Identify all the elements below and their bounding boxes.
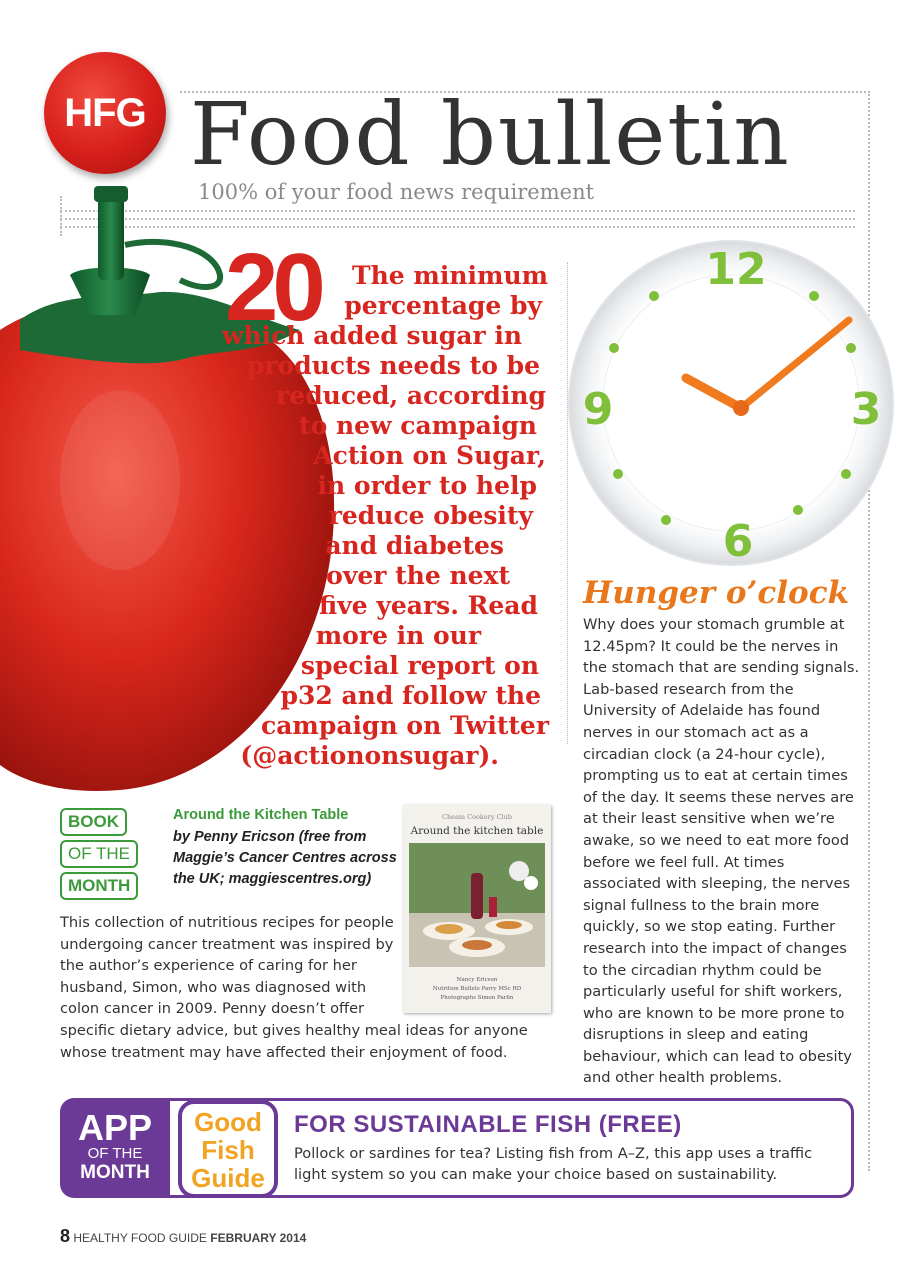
book-review-body-continued: specific dietary advice, but gives healthy meal ideas for anyone whose treatment may have affected their enjoyment of food.	[60, 1022, 528, 1061]
app-icon-text: Guide	[191, 1163, 265, 1193]
stat-line: (@actiononsugar).	[240, 741, 499, 770]
stat-line: reduced, according	[276, 381, 546, 410]
hunger-article-body: Why does your stomach grumble at 12.45pm? It could be the nerves in the stomach that are sending signals. Lab-based research from the University of Adelaide has found nerves in our stomach act as a circadian clock (a 24-hour cycle), prompting us to eat at certain times of the day. It seems these nerves are at their least sensitive when we’re awake, so we need to eat more food before we feel full. At times associated with sleeping, the nerves signal fullness to the brain more quickly, so we stop eating. Further research into the impact of changes to the circadian rhythm could be particularly useful for shift workers, who are known to be more prone to disruptions in sleep and eating behaviour, which can lead to obesity and other health problems.	[583, 616, 860, 1087]
book-of-the-month-badge	[60, 808, 164, 904]
cover-credit: Nutrition Bullets Parry MSc RD	[432, 986, 522, 992]
badge-label: APP	[77, 1107, 153, 1148]
good-fish-guide-app-icon	[178, 1100, 278, 1198]
stat-number: 20	[225, 234, 320, 341]
app-icon-text: Fish	[201, 1135, 255, 1165]
stat-line: over the next	[326, 561, 510, 590]
app-of-the-month-badge	[60, 1098, 170, 1198]
issue-date: FEBRUARY 2014	[210, 1231, 307, 1245]
page-footer	[60, 1226, 306, 1247]
badge-label: MONTH	[80, 1162, 150, 1183]
cover-photo	[409, 843, 545, 967]
clock-number: 9	[582, 384, 614, 435]
stat-line: five years. Read	[319, 591, 538, 620]
badge-label: OF THE	[60, 840, 138, 868]
book-title: Around the Kitchen Table	[173, 807, 349, 823]
stat-line: and diabetes	[325, 531, 504, 560]
cover-credit: Nancy Ericson	[456, 977, 498, 983]
book-review-body: This collection of nutritious recipes for people undergoing cancer treatment was inspired by the author’s experience of caring for her husband, Simon, who was diagnosed with colon cancer in 2009. Penny doesn’t offer	[60, 914, 394, 1018]
stat-line: to new campaign	[299, 411, 537, 440]
page-subtitle: 100% of your food news requirement	[198, 180, 595, 204]
app-headline: FOR SUSTAINABLE FISH (FREE)	[294, 1111, 682, 1138]
cover-credit: Photographs Simon Parlin	[440, 995, 514, 1001]
clock-number: 12	[705, 244, 767, 295]
book-author: by Penny Ericson (free from Maggie’s Cancer Centres across the UK; maggiescentres.org)	[173, 829, 397, 887]
stat-line: percentage by	[344, 291, 542, 320]
publication-name: HEALTHY FOOD GUIDE	[73, 1231, 207, 1245]
stat-line: The minimum	[352, 261, 549, 290]
stat-line: reduce obesity	[328, 501, 533, 530]
stat-line: which added sugar in	[221, 321, 522, 350]
hfg-logo-badge	[44, 52, 166, 174]
stat-line: in order to help	[317, 471, 537, 500]
page-number: 8	[60, 1226, 71, 1246]
badge-label: OF THE	[87, 1145, 143, 1162]
hunger-article-title: Hunger o’clock	[583, 575, 850, 611]
stat-line: Action on Sugar,	[313, 441, 546, 470]
page-title: Food bulletin	[190, 85, 791, 185]
stat-line: campaign on Twitter	[260, 711, 549, 740]
cover-title: Around the kitchen table	[410, 825, 544, 837]
book-cover-image	[403, 805, 551, 1013]
stat-line: products needs to be	[246, 351, 540, 380]
clock-number: 3	[850, 384, 882, 435]
stat-line: p32 and follow the	[280, 681, 541, 710]
badge-label: BOOK	[60, 808, 127, 836]
badge-label: MONTH	[60, 872, 138, 900]
app-description: Pollock or sardines for tea? Listing fish from A–Z, this app uses a traffic light system so you can make your choice based on sustainability.	[294, 1145, 813, 1183]
app-icon-text: Good	[194, 1107, 262, 1137]
pea-clock-plate-image	[566, 238, 896, 568]
stat-line: more in our	[315, 621, 481, 650]
cover-subtitle: Cheam Cookery Club	[442, 813, 512, 821]
clock-number: 6	[722, 516, 754, 567]
hfg-logo-text: HFG	[64, 90, 146, 135]
stat-line: special report on	[300, 651, 539, 680]
